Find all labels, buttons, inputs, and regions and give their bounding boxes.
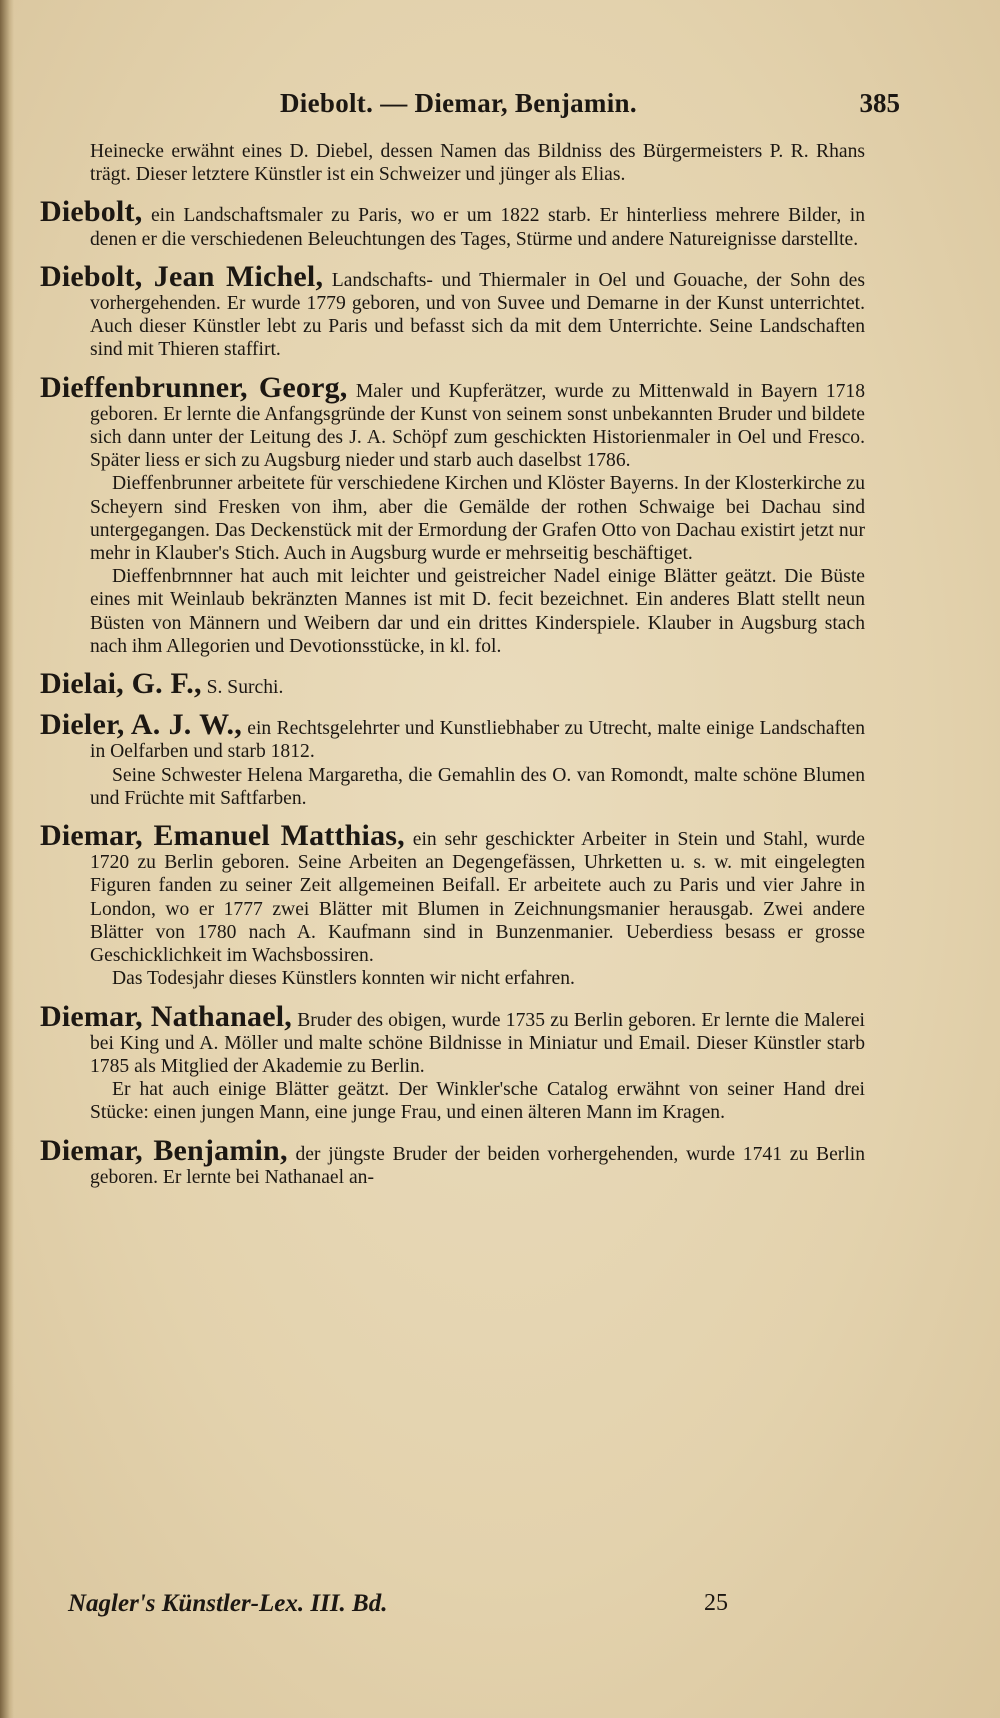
entry-text: der jüngste Bruder der beiden vorhergehenden, wurde 1741 zu Berlin geboren. Er lernte bei Nathanael an- [90,1143,865,1188]
entry-headword: Dieler, A. J. W., [40,708,242,742]
dictionary-entry [40,195,865,250]
entry-first-paragraph [40,1133,865,1189]
entry-paragraph: Er hat auch einige Blätter geätzt. Der Winkler'sche Catalog erwähnt von seiner Hand drei Stücke: einen jungen Mann, eine junge Frau, und einen älteren Mann im Kragen. [90,1079,865,1124]
entry-first-paragraph [40,667,865,701]
entry-headword: Diebolt, Jean Michel, [40,259,324,293]
entry-list [40,195,866,1189]
entry-first-paragraph [40,195,865,250]
dictionary-text [40,140,865,1203]
entry-headword: Diemar, Emanuel Matthias, [40,819,405,853]
entry-first-paragraph [40,999,865,1079]
entry-first-paragraph [40,259,865,362]
entry-first-paragraph [40,370,866,473]
entry-text: Landschafts- und Thiermaler in Oel und Gouache, der Sohn des vorhergehenden. Er wurde 1779 geboren, und von Suvee und Demarne in der Kunst unterrichtet. Auch dieser Künstler lebt zu Paris und befasst sich da mit dem Unterrichte. Seine Landschaften sind mit Thieren staffirt. [90,269,865,361]
entry-text: S. Surchi. [206,677,284,699]
dictionary-entry [40,370,866,658]
page-gutter [0,0,14,1718]
entry-text: ein sehr geschickter Arbeiter in Stein und Stahl, wurde 1720 zu Berlin geboren. Seine Arbeiten an Degengefässen, Uhrketten u. s. w. mit eingelegten Figuren fanden zu seiner Zeit allgemeinen Beifall. Er arbeitete auch zu Paris und vier Jahre in London, wo er 1777 zwei Blätter mit Blumen in Zeichnungsmanier herausgab. Zwei andere Blätter von 1780 nach A. Kaufmann sind in Bunzenmanier. Ueberdiess besass er grosse Geschicklichkeit im Wachsbossiren. [90,829,865,967]
dictionary-entry [40,667,865,701]
dictionary-entry [40,999,865,1125]
intro-paragraph: Heinecke erwähnt eines D. Diebel, dessen Namen das Bildniss des Bürgermeisters P. R. Rhans trägt. Dieser letztere Künstler ist ein Schweizer und jünger als Elias. [90,141,865,186]
entry-first-paragraph [40,708,866,763]
entry-first-paragraph [40,819,865,967]
entry-headword: Diemar, Nathanael, [40,999,292,1033]
entry-paragraph: Das Todesjahr dieses Künstlers konnten wir nicht erfahren. [112,968,575,990]
dictionary-entry [40,819,865,990]
entry-text: Maler und Kupferätzer, wurde zu Mittenwald in Bayern 1718 geboren. Er lernte die Anfangsgründe der Kunst von seinem sonst unbekannten Bruder und bildete sich dann unter der Leitung des J. A. Schöpf zum geschickten Historienmaler in Oel und Fresco. Später liess er sich zu Augsburg nieder und starb auch daselbst 1786. [90,380,866,472]
page-number: 385 [859,88,900,118]
dictionary-entry [40,259,865,362]
page-footer [68,1590,728,1626]
entry-text: ein Rechtsgelehrter und Kunstliebhaber zu Utrecht, malte einige Landschaften in Oelfarben und starb 1812. [90,718,866,763]
entry-paragraph: Dieffenbrunner arbeitete für verschiedene Kirchen und Klöster Bayerns. In der Klosterkirche zu Scheyern sind Fresken von ihm, aber die Gemälde der rothen Schwaige bei Dachau sind untergegangen. Das Deckenstück mit der Ermordung der Grafen Otto von Dachau existirt jetzt nur mehr in Klauber's Stich. Auch in Augsburg wurde er mehrseitig beschäftiget. [90,473,865,565]
entry-headword: Dieffenbrunner, Georg, [40,370,348,404]
dictionary-entry [40,1133,865,1189]
entry-headword: Diemar, Benjamin, [40,1133,288,1167]
entry-paragraph: Dieffenbrnnner hat auch mit leichter und geistreicher Nadel einige Blätter geätzt. Die Büste eines mit Weinlaub bekränzten Mannes ist mit D. fecit bezeichnet. Ein anderes Blatt stellt neun Büsten von Männern und Weibern dar und ein drittes Kinderspiele. Klauber in Augsburg stach nach ihm Allegorien und Devotionsstücke, in kl. fol. [90,566,865,657]
dictionary-entry [40,708,866,810]
entry-headword: Diebolt, [40,195,143,229]
entry-paragraph: Seine Schwester Helena Margaretha, die Gemahlin des O. van Romondt, malte schöne Blumen und Früchte mit Saftfarben. [90,764,865,809]
running-head: Diebolt. — Diemar, Benjamin. [280,88,637,118]
entry-text: Bruder des obigen, wurde 1735 zu Berlin geboren. Er lernte die Malerei bei King und A. Möller und malte schöne Bildnisse in Miniatur und Email. Dieser Künstler starb 1785 als Mitglied der Akademie zu Berlin. [90,1009,865,1077]
entry-headword: Dielai, G. F., [40,667,202,701]
entry-text: ein Landschaftsmaler zu Paris, wo er um 1822 starb. Er hinterliess mehrere Bilder, in denen er die verschiedenen Beleuchtungen des Tages, Stürme und andere Natureignisse darstellte. [90,205,865,250]
page-header [280,88,900,128]
signature-mark: 25 [704,1590,728,1616]
footer-title: Nagler's Künstler-Lex. III. Bd. [68,1590,388,1617]
